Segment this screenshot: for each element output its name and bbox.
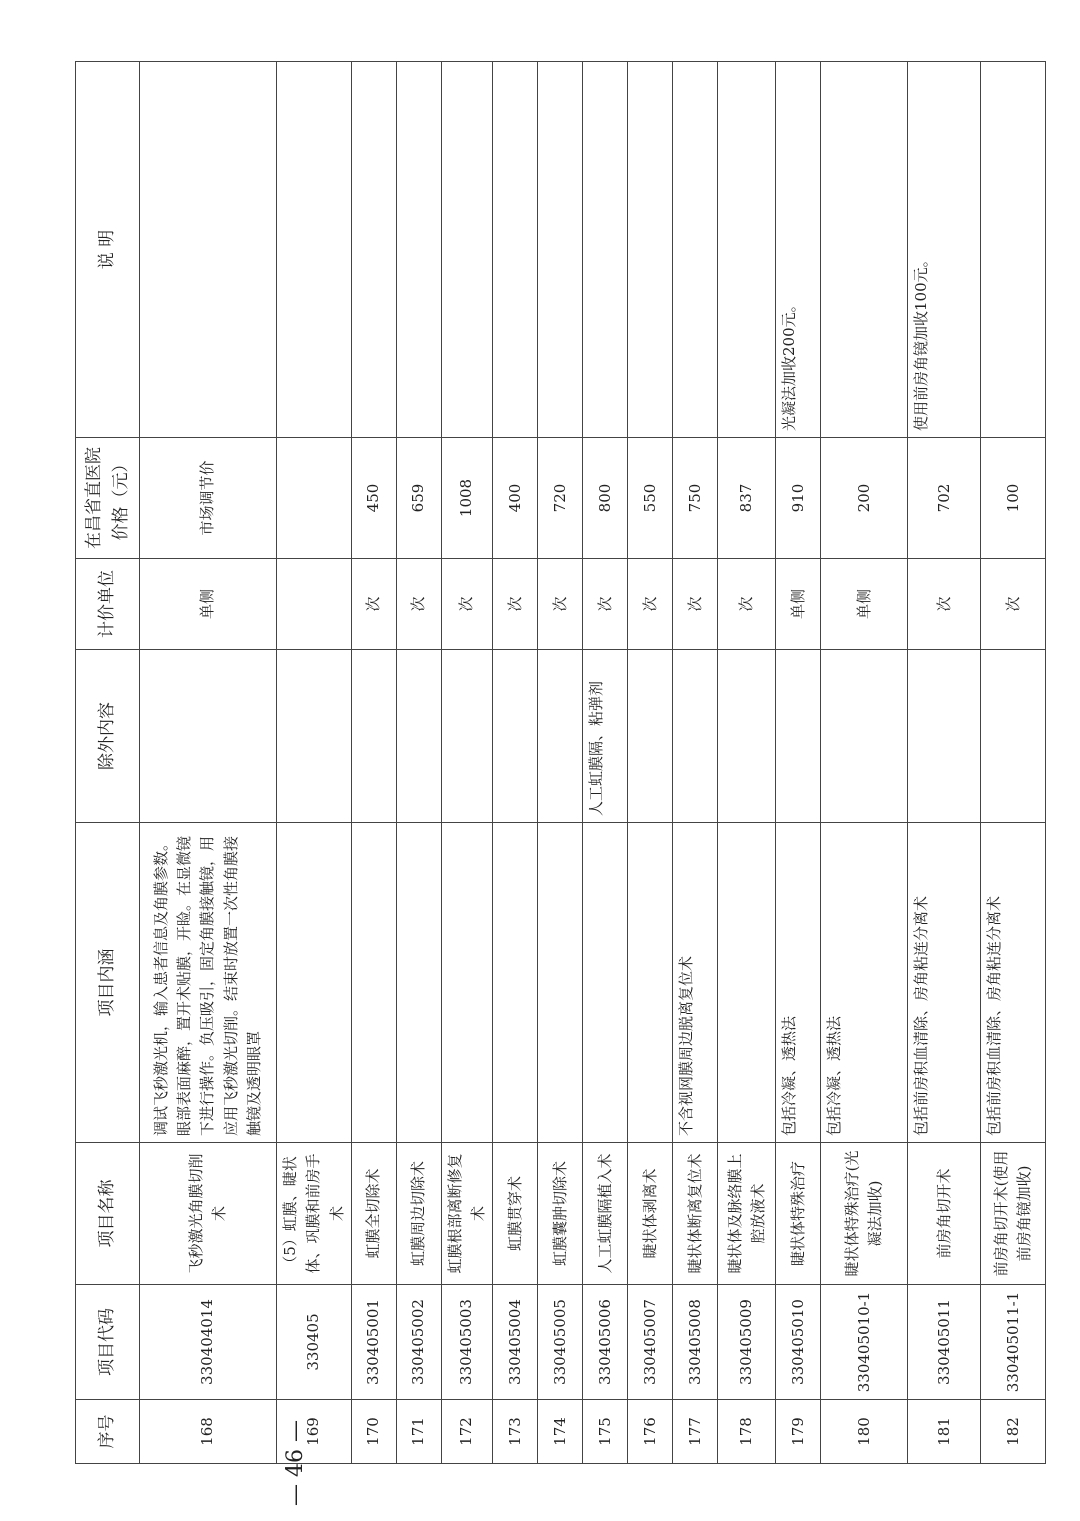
row-no: 178 (718, 1400, 776, 1464)
row-name: 睫状体特殊治疗(光凝法加收) (821, 1143, 908, 1285)
row-excluded (628, 650, 673, 823)
row-unit: 次 (441, 559, 493, 650)
row-name: 虹膜囊肿切除术 (538, 1143, 583, 1285)
table-row (140, 62, 277, 1464)
header-code: 项目代码 (76, 1285, 140, 1400)
row-note (441, 62, 493, 438)
header-name: 项目名称 (76, 1143, 140, 1285)
row-note (628, 62, 673, 438)
row-note: 使用前房角镜加收100元。 (908, 62, 981, 438)
row-no: 179 (776, 1400, 821, 1464)
row-code: 330405011 (908, 1285, 981, 1400)
row-note (396, 62, 441, 438)
row-price: 910 (776, 438, 821, 559)
row-name: 睫状体特殊治疗 (776, 1143, 821, 1285)
row-name: （5）虹膜、睫状体、巩膜和前房手术 (277, 1143, 352, 1285)
row-excluded (140, 650, 277, 823)
row-name: 前房角切开术(使用前房角镜加收) (981, 1143, 1046, 1285)
row-unit: 次 (908, 559, 981, 650)
table-row (821, 62, 908, 1464)
row-no: 182 (981, 1400, 1046, 1464)
row-content (441, 823, 493, 1143)
row-code: 330405010-1 (821, 1285, 908, 1400)
row-content: 不含视网膜周边脱离复位术 (673, 823, 718, 1143)
row-content (396, 823, 441, 1143)
row-content: 包括冷凝、透热法 (776, 823, 821, 1143)
row-unit: 次 (628, 559, 673, 650)
row-name: 飞秒激光角膜切削术 (140, 1143, 277, 1285)
row-note: 光凝法加收200元。 (776, 62, 821, 438)
row-excluded (776, 650, 821, 823)
row-price: 720 (538, 438, 583, 559)
row-price: 市场调节价 (140, 438, 277, 559)
row-excluded (821, 650, 908, 823)
row-note (277, 62, 352, 438)
row-unit: 次 (351, 559, 396, 650)
row-code: 330405011-1 (981, 1285, 1046, 1400)
row-name: 人工虹膜隔植入术 (583, 1143, 628, 1285)
row-name: 睫状体断离复位术 (673, 1143, 718, 1285)
row-excluded (673, 650, 718, 823)
row-content (718, 823, 776, 1143)
row-price: 659 (396, 438, 441, 559)
row-no: 175 (583, 1400, 628, 1464)
table-row (776, 62, 821, 1464)
row-code: 330405009 (718, 1285, 776, 1400)
row-content (583, 823, 628, 1143)
row-code: 330405005 (538, 1285, 583, 1400)
row-note (493, 62, 538, 438)
table-row (351, 62, 396, 1464)
row-price: 1008 (441, 438, 493, 559)
row-unit: 次 (493, 559, 538, 650)
row-excluded (493, 650, 538, 823)
row-content (277, 823, 352, 1143)
row-excluded (396, 650, 441, 823)
row-excluded (277, 650, 352, 823)
page-number: — 46 — (282, 1420, 308, 1506)
row-note (673, 62, 718, 438)
row-content (351, 823, 396, 1143)
row-content (538, 823, 583, 1143)
row-no: 173 (493, 1400, 538, 1464)
row-price (277, 438, 352, 559)
row-code: 330405 (277, 1285, 352, 1400)
row-unit: 单侧 (776, 559, 821, 650)
row-price: 837 (718, 438, 776, 559)
row-unit: 次 (673, 559, 718, 650)
row-content (493, 823, 538, 1143)
row-code: 330405002 (396, 1285, 441, 1400)
row-content: 包括前房积血清除、房角粘连分离术 (908, 823, 981, 1143)
row-excluded (908, 650, 981, 823)
row-note (538, 62, 583, 438)
row-unit: 次 (981, 559, 1046, 650)
header-note: 说 明 (76, 62, 140, 438)
header-unit: 计价单位 (76, 559, 140, 650)
row-code: 330405004 (493, 1285, 538, 1400)
row-code: 330405001 (351, 1285, 396, 1400)
row-price: 550 (628, 438, 673, 559)
row-no: 174 (538, 1400, 583, 1464)
price-table (75, 61, 1046, 1464)
row-unit: 单侧 (140, 559, 277, 650)
row-note (583, 62, 628, 438)
row-price: 702 (908, 438, 981, 559)
row-code: 330405003 (441, 1285, 493, 1400)
row-price: 750 (673, 438, 718, 559)
row-content: 包括前房积血清除、房角粘连分离术 (981, 823, 1046, 1143)
row-excluded (718, 650, 776, 823)
row-price: 100 (981, 438, 1046, 559)
row-excluded: 人工虹膜隔、粘弹剂 (583, 650, 628, 823)
row-code: 330405010 (776, 1285, 821, 1400)
row-no: 177 (673, 1400, 718, 1464)
row-price: 800 (583, 438, 628, 559)
row-unit (277, 559, 352, 650)
row-no: 181 (908, 1400, 981, 1464)
table-row (908, 62, 981, 1464)
row-note (981, 62, 1046, 438)
row-name: 虹膜根部离断修复术 (441, 1143, 493, 1285)
table-row (493, 62, 538, 1464)
row-no: 168 (140, 1400, 277, 1464)
row-name: 前房角切开术 (908, 1143, 981, 1285)
row-unit: 次 (396, 559, 441, 650)
row-note (821, 62, 908, 438)
row-unit: 单侧 (821, 559, 908, 650)
row-name: 虹膜全切除术 (351, 1143, 396, 1285)
page (75, 62, 1034, 1464)
header-excluded: 除外内容 (76, 650, 140, 823)
row-unit: 次 (583, 559, 628, 650)
row-name: 虹膜贯穿术 (493, 1143, 538, 1285)
table-row (277, 62, 352, 1464)
header-price: 在昌省直医院价格（元） (76, 438, 140, 559)
table-row (583, 62, 628, 1464)
table-row (628, 62, 673, 1464)
row-no: 170 (351, 1400, 396, 1464)
row-note (351, 62, 396, 438)
row-no: 171 (396, 1400, 441, 1464)
row-note (718, 62, 776, 438)
table-row (396, 62, 441, 1464)
row-no: 169 (277, 1400, 352, 1464)
table-row (981, 62, 1046, 1464)
row-unit: 次 (538, 559, 583, 650)
header-content: 项目内涵 (76, 823, 140, 1143)
row-no: 176 (628, 1400, 673, 1464)
row-content: 调试飞秒激光机，输入患者信息及角膜参数。眼部表面麻醉，置开术贴膜，开睑。在显微镜下进行操作。负压吸引，固定角膜接触镜，用应用飞秒激光切削。结束时放置一次性角膜接触镜及透明眼罩 (140, 823, 277, 1143)
row-content (628, 823, 673, 1143)
row-excluded (981, 650, 1046, 823)
row-code: 330405008 (673, 1285, 718, 1400)
row-code: 330404014 (140, 1285, 277, 1400)
row-code: 330405006 (583, 1285, 628, 1400)
row-unit: 次 (718, 559, 776, 650)
row-excluded (538, 650, 583, 823)
row-price: 200 (821, 438, 908, 559)
row-content: 包括冷凝、透热法 (821, 823, 908, 1143)
row-excluded (441, 650, 493, 823)
row-price: 450 (351, 438, 396, 559)
row-code: 330405007 (628, 1285, 673, 1400)
row-no: 172 (441, 1400, 493, 1464)
table-row (538, 62, 583, 1464)
row-no: 180 (821, 1400, 908, 1464)
table-header-row (76, 62, 140, 1464)
row-name: 虹膜周边切除术 (396, 1143, 441, 1285)
row-name: 睫状体剥离术 (628, 1143, 673, 1285)
header-no: 序号 (76, 1400, 140, 1464)
row-name: 睫状体及脉络膜上腔放液术 (718, 1143, 776, 1285)
table-row (673, 62, 718, 1464)
row-price: 400 (493, 438, 538, 559)
table-row (718, 62, 776, 1464)
table-row (441, 62, 493, 1464)
row-note (140, 62, 277, 438)
row-excluded (351, 650, 396, 823)
